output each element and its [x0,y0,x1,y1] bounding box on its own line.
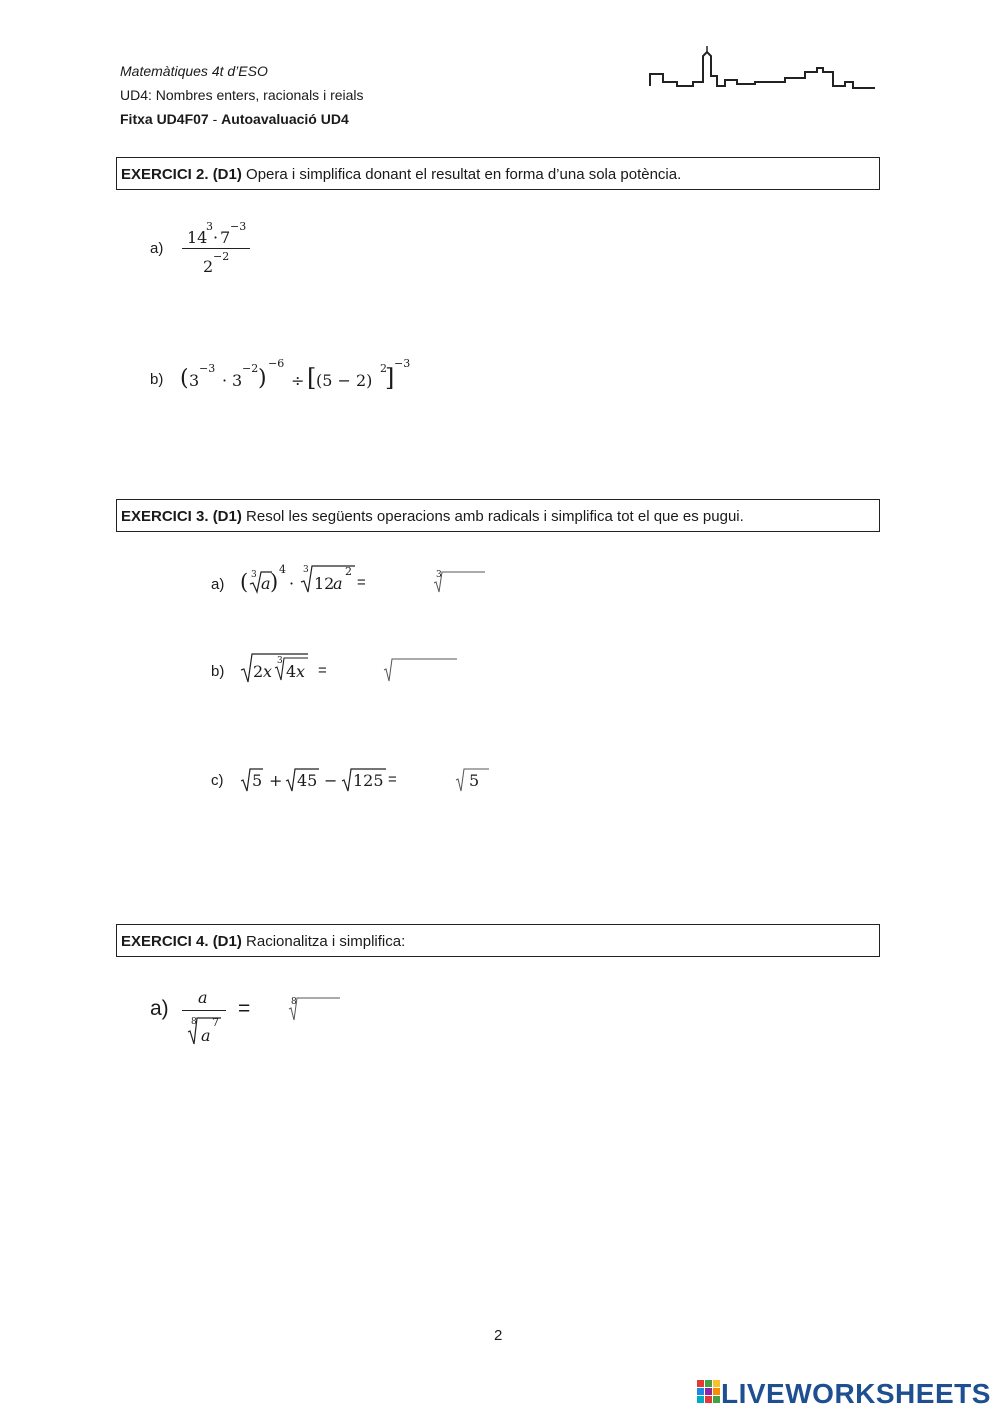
page-number: 2 [494,1327,503,1344]
liveworksheets-watermark: LIVEWORKSHEETS [697,1378,991,1410]
ex2-a-label: a) [150,240,164,257]
liveworksheets-logo-icon [697,1380,721,1408]
ex3-b-label: b) [211,663,225,680]
header-subject: Matemàtiques 4t d’ESO [120,63,268,79]
ex4-a-label: a) [150,997,169,1020]
fraction-bar [182,1010,226,1011]
header-unit: UD4: Nombres enters, racionals i reials [120,87,364,103]
fraction-bar [182,248,250,249]
ex3-c-label: c) [211,772,224,789]
ex3-c-answer-input[interactable] [418,769,456,791]
exercise-4-header: EXERCICI 4. (D1) Racionalitza i simplifica: [116,924,880,957]
ex3-a-answer-input[interactable] [445,571,487,593]
skyline-logo [645,42,880,94]
header-worksheet: Fitxa UD4F07 - Autoavaluació UD4 [120,111,349,127]
ex3-b-answer-input[interactable] [396,660,458,682]
exercise-2-header: EXERCICI 2. (D1) Opera i simplifica donant el resultat en forma d’una sola potència. [116,157,880,190]
exercise-3-header: EXERCICI 3. (D1) Resol les següents operacions amb radicals i simplifica tot el que es pugui. [116,499,880,532]
ex3-a-label: a) [211,576,225,593]
ex2-b-label: b) [150,371,164,388]
ex4-a-answer-input[interactable] [299,998,343,1022]
